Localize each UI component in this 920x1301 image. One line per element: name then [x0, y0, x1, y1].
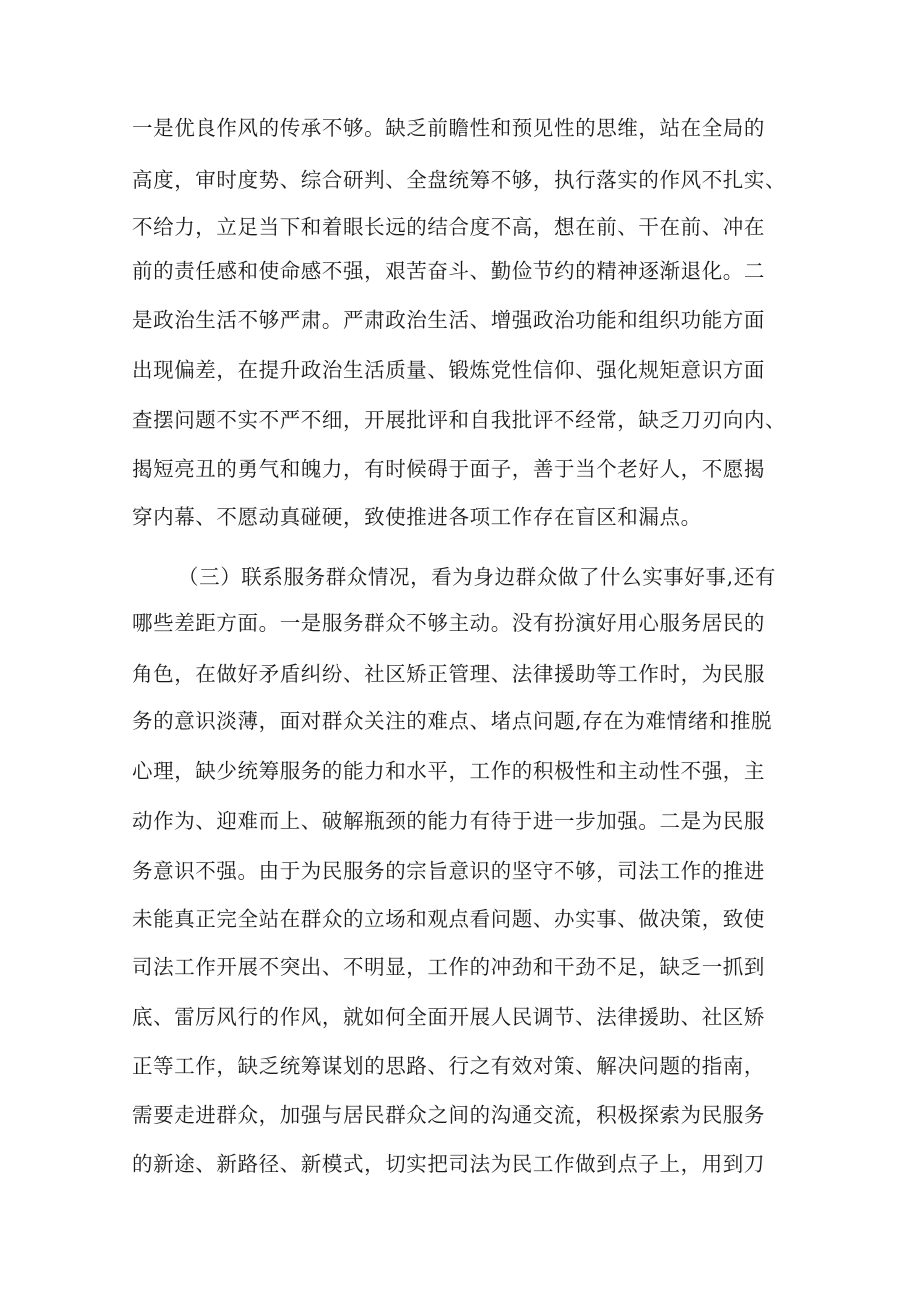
text-line: 查摆问题不实不严不细，开展批评和自我批评不经常，缺乏刀刃向内、 [132, 408, 787, 432]
text-line: 是政治生活不够严肃。严肃政治生活、增强政治功能和组织功能方面 [132, 308, 765, 332]
text-line: 心理，缺少统筹服务的能力和水平，工作的积极性和主动性不强，主 [132, 759, 765, 783]
text-line: 正等工作，缺乏统筹谋划的思路、行之有效对策、解决问题的指南， [132, 1054, 765, 1078]
text-line: 揭短亮丑的勇气和魄力，有时候碍于面子，善于当个老好人，不愿揭 [132, 457, 765, 481]
text-line: （三）联系服务群众情况，看为身边群众做了什么实事好事,还有 [178, 565, 776, 589]
text-line: 出现偏差，在提升政治生活质量、锻炼党性信仰、强化规矩意识方面 [132, 358, 765, 382]
text-line: 底、雷厉风行的作风，就如何全面开展人民调节、法律援助、社区矫 [132, 1005, 765, 1029]
text-line: 的新途、新路径、新模式，切实把司法为民工作做到点子上，用到刀 [132, 1152, 765, 1176]
text-line: 动作为、迎难而上、破解瓶颈的能力有待于进一步加强。二是为民服 [132, 809, 765, 833]
text-line: 不给力，立足当下和着眼长远的结合度不高，想在前、干在前、冲在 [132, 215, 765, 239]
text-line: 穿内幕、不愿动真碰硬，致使推进各项工作存在盲区和漏点。 [132, 505, 702, 529]
text-line: 需要走进群众，加强与居民群众之间的沟通交流，积极探索为民服务 [132, 1103, 765, 1127]
text-line: 一是优良作风的传承不够。缺乏前瞻性和预见性的思维，站在全局的 [132, 116, 765, 140]
text-line: 务的意识淡薄，面对群众关注的难点、堵点问题,存在为难情绪和推脱 [132, 709, 773, 733]
text-line: 哪些差距方面。一是服务群众不够主动。没有扮演好用心服务居民的 [132, 611, 765, 635]
text-line: 未能真正完全站在群众的立场和观点看问题、办实事、做决策，致使 [132, 907, 765, 931]
text-line: 司法工作开展不突出、不明显，工作的冲劲和干劲不足，缺乏一抓到 [132, 955, 765, 979]
text-line: 角色，在做好矛盾纠纷、社区矫正管理、法律援助等工作时，为民服 [132, 662, 765, 686]
text-line: 前的责任感和使命感不强，艰苦奋斗、勤俭节约的精神逐渐退化。二 [132, 259, 765, 283]
text-line: 务意识不强。由于为民服务的宗旨意识的坚守不够，司法工作的推进 [132, 859, 765, 883]
text-line: 高度，审时度势、综合研判、全盘统筹不够，执行落实的作风不扎实、 [132, 168, 787, 192]
